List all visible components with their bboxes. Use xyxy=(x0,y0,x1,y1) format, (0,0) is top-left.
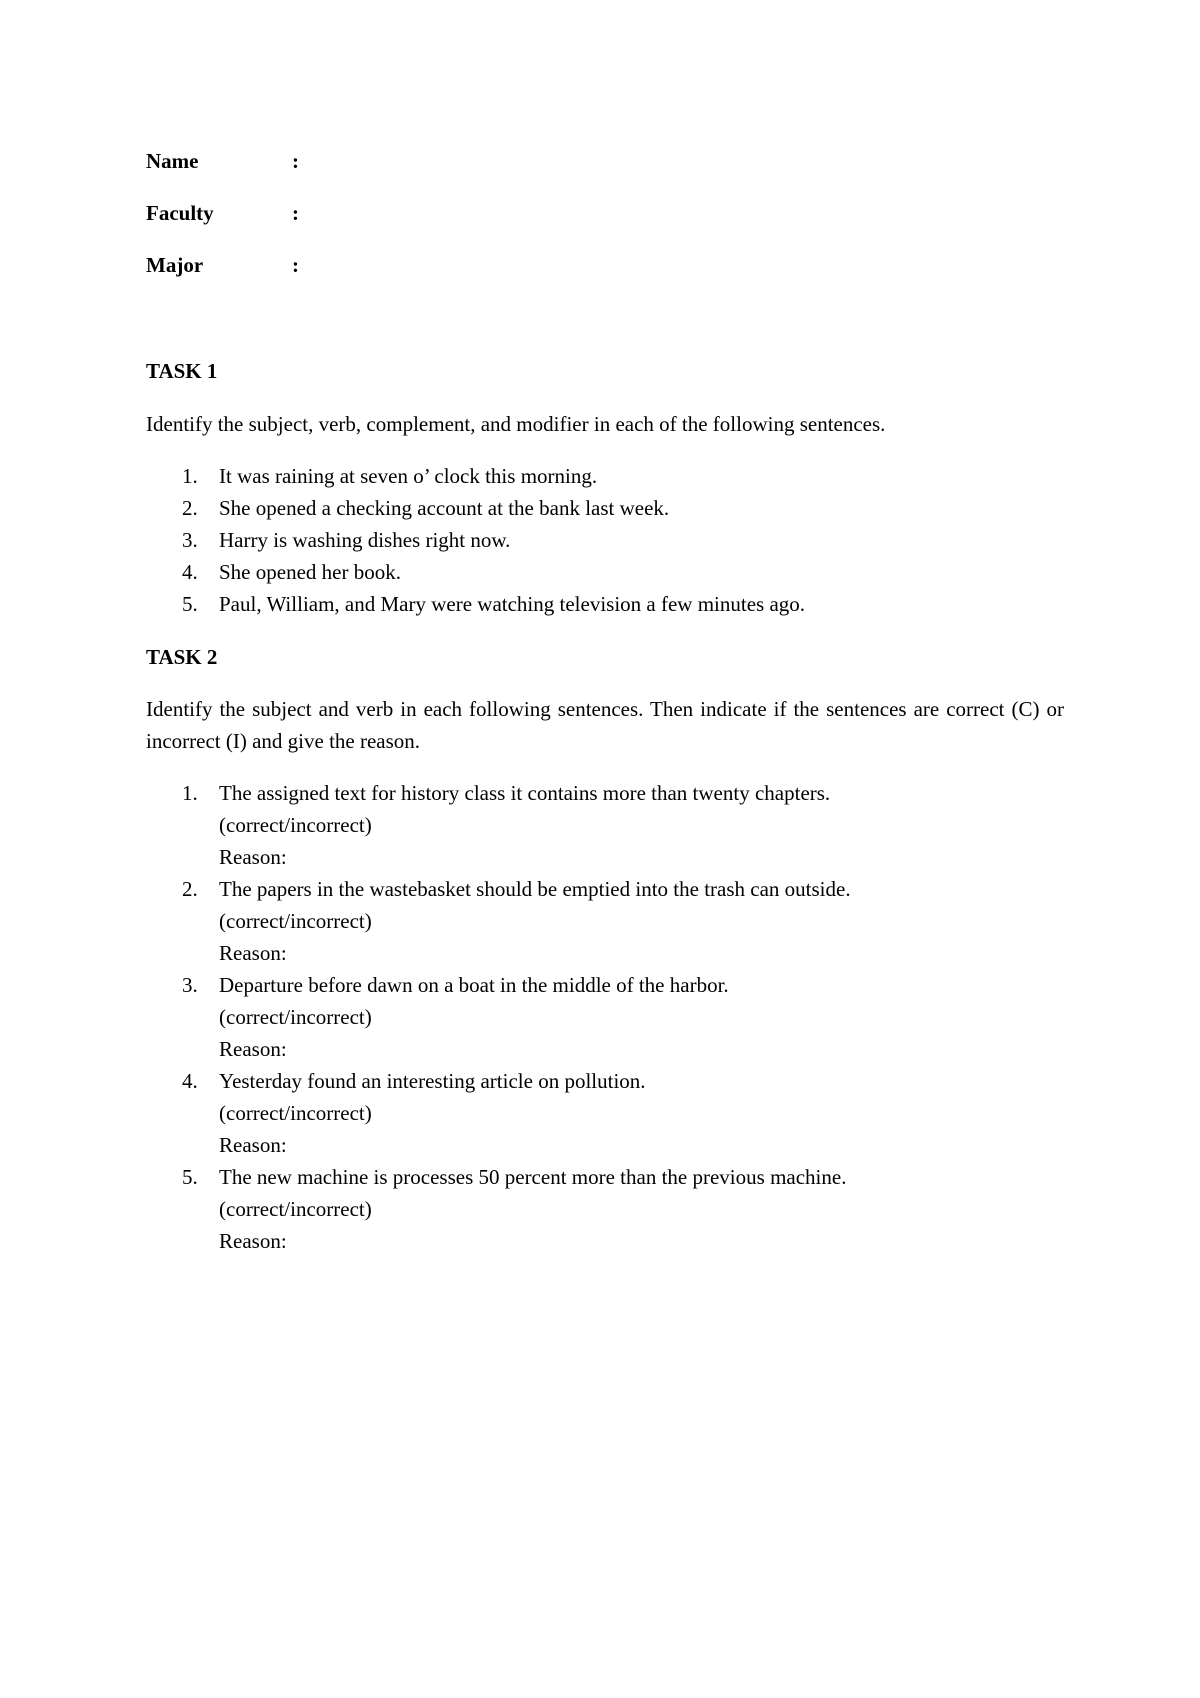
item-reason: Reason: xyxy=(219,1229,287,1253)
list-item xyxy=(146,873,851,969)
faculty-colon: : xyxy=(292,201,299,225)
task2-instruction: Identify the subject and verb in each following sentences. Then indicate if the sentences are correct (C) or incorrect (I) and give the reason. xyxy=(146,697,1064,753)
item-reason: Reason: xyxy=(219,941,287,965)
major-label: Major xyxy=(146,253,204,277)
item-reason: Reason: xyxy=(219,845,287,869)
task2-heading: TASK 2 xyxy=(146,645,218,669)
item-number: 4. xyxy=(182,1069,198,1093)
major-colon: : xyxy=(292,253,299,277)
item-sentence: She opened her book. xyxy=(219,560,401,584)
item-sentence: It was raining at seven o’ clock this morning. xyxy=(219,464,598,488)
item-number: 5. xyxy=(182,1165,198,1189)
item-sentence: She opened a checking account at the bank last week. xyxy=(219,496,670,520)
item-reason: Reason: xyxy=(219,1133,287,1157)
list-item xyxy=(146,777,851,873)
item-sentence: The new machine is processes 50 percent more than the previous machine. xyxy=(219,1165,847,1189)
item-choice: (correct/incorrect) xyxy=(219,813,372,837)
item-number: 4. xyxy=(182,560,198,584)
item-number: 3. xyxy=(182,973,198,997)
item-choice: (correct/incorrect) xyxy=(219,1197,372,1221)
task1-instruction: Identify the subject, verb, complement, and modifier in each of the following sentences. xyxy=(146,412,886,436)
list-item xyxy=(146,1065,851,1161)
item-sentence: Departure before dawn on a boat in the middle of the harbor. xyxy=(219,973,729,997)
item-choice: (correct/incorrect) xyxy=(219,1005,372,1029)
list-item xyxy=(146,556,805,588)
name-label: Name xyxy=(146,149,199,173)
item-number: 2. xyxy=(182,877,198,901)
item-number: 2. xyxy=(182,496,198,520)
item-number: 1. xyxy=(182,781,198,805)
list-item xyxy=(146,1161,851,1257)
item-sentence: The assigned text for history class it contains more than twenty chapters. xyxy=(219,781,831,805)
item-number: 3. xyxy=(182,528,198,552)
item-sentence: The papers in the wastebasket should be emptied into the trash can outside. xyxy=(219,877,851,901)
item-reason: Reason: xyxy=(219,1037,287,1061)
item-number: 1. xyxy=(182,464,198,488)
item-sentence: Paul, William, and Mary were watching television a few minutes ago. xyxy=(219,592,806,616)
list-item xyxy=(146,492,805,524)
item-number: 5. xyxy=(182,592,198,616)
list-item xyxy=(146,969,851,1065)
list-item xyxy=(146,524,805,556)
item-sentence: Yesterday found an interesting article on pollution. xyxy=(219,1069,646,1093)
item-sentence: Harry is washing dishes right now. xyxy=(219,528,511,552)
name-colon: : xyxy=(292,149,299,173)
list-item xyxy=(146,588,805,620)
faculty-label: Faculty xyxy=(146,201,214,225)
task2-list xyxy=(146,777,851,1257)
item-choice: (correct/incorrect) xyxy=(219,1101,372,1125)
task1-heading: TASK 1 xyxy=(146,359,218,383)
task1-list xyxy=(146,460,805,620)
item-choice: (correct/incorrect) xyxy=(219,909,372,933)
list-item xyxy=(146,460,805,492)
